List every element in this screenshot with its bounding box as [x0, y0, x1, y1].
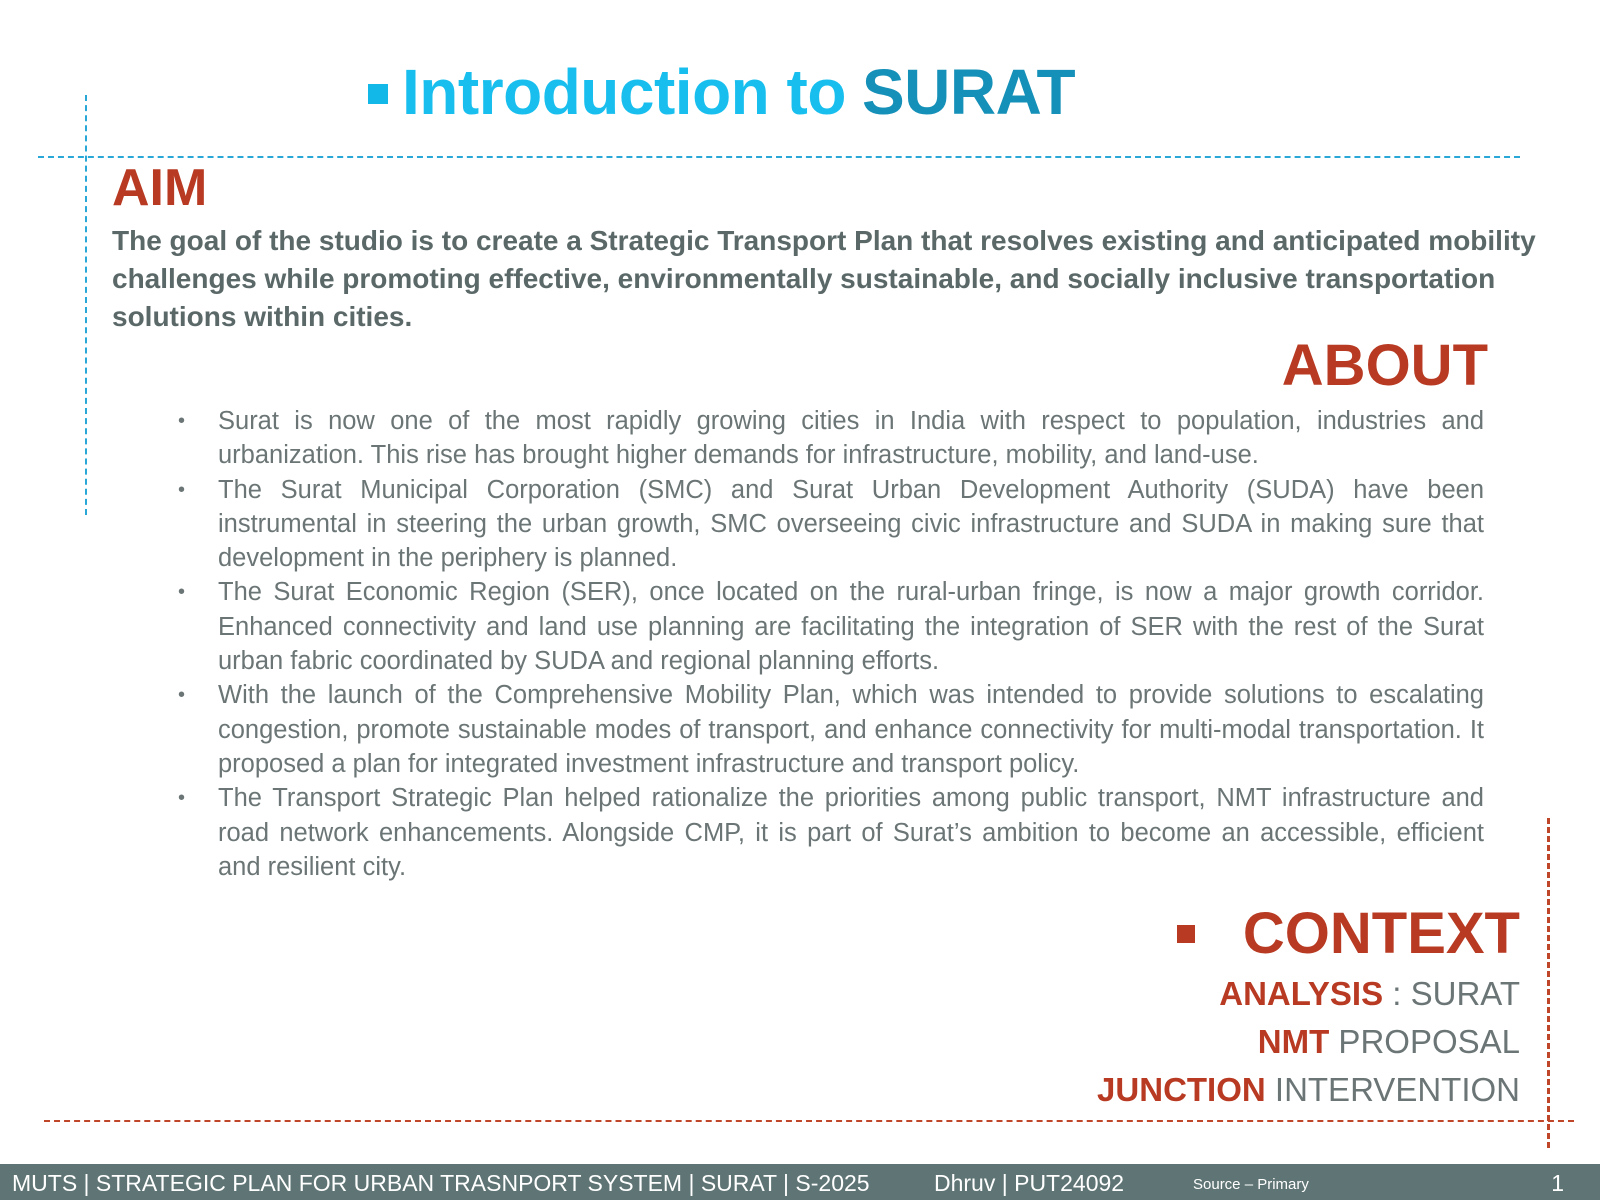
context-line-rest: PROPOSAL — [1329, 1023, 1520, 1060]
bullet-icon: • — [178, 581, 186, 604]
footer-source: Source – Primary — [1193, 1176, 1309, 1193]
bullet-icon: • — [178, 684, 186, 707]
list-item-text: Surat is now one of the most rapidly growing cities in India with respect to population, industries and urbanization. This rise has brought higher demands for infrastructure, mobility, and land-use. — [218, 407, 1484, 470]
footer-author: Dhruv | PUT24092 — [934, 1170, 1125, 1196]
context-line-junction — [1097, 1071, 1520, 1109]
list-item — [178, 781, 1484, 884]
bullet-icon: • — [178, 787, 186, 810]
page-number: 1 — [1551, 1170, 1564, 1196]
context-line-keyword: ANALYSIS — [1219, 975, 1384, 1012]
list-item — [178, 575, 1484, 678]
blue-dashed-vertical-guide — [85, 95, 87, 515]
list-item — [178, 404, 1484, 473]
about-heading: ABOUT — [1281, 333, 1488, 398]
context-line-keyword: NMT — [1257, 1023, 1330, 1060]
page-title-city: SURAT — [861, 56, 1076, 128]
context-line-rest: : SURAT — [1383, 975, 1520, 1012]
context-line-keyword: JUNCTION — [1097, 1071, 1266, 1108]
footer-course-title: MUTS | STRATEGIC PLAN FOR URBAN TRASNPORT SYSTEM | SURAT | S-2025 — [12, 1170, 870, 1196]
list-item-text: The Surat Economic Region (SER), once located on the rural-urban fringe, is now a major growth corridor. Enhanced connectivity and land use planning are facilitating the integration of SER with the rest of the Surat urban fabric coordinated by SUDA and regional planning efforts. — [218, 578, 1484, 676]
square-bullet-icon — [368, 84, 388, 104]
list-item — [178, 678, 1484, 781]
square-bullet-icon — [1177, 925, 1195, 943]
list-item-text: The Surat Municipal Corporation (SMC) and Surat Urban Development Authority (SUDA) have been instrumental in steering the urban growth, SMC overseeing civic infrastructure and SUDA in making sure that development in the periphery is planned. — [218, 475, 1484, 573]
footer-bar — [0, 1164, 1600, 1200]
page-title — [368, 55, 1075, 129]
red-dashed-vertical-guide — [1547, 818, 1550, 1148]
context-line-rest: INTERVENTION — [1265, 1071, 1520, 1108]
context-line-nmt — [1258, 1023, 1520, 1061]
page-title-prefix: Introduction to — [402, 56, 846, 128]
blue-dashed-divider — [38, 156, 1520, 158]
about-list — [178, 404, 1484, 884]
list-item-text: With the launch of the Comprehensive Mobility Plan, which was intended to provide solutions to escalating congestion, promote sustainable modes of transport, and enhance connectivity for multi-modal transportation. It proposed a plan for integrated investment infrastructure and transport policy. — [218, 681, 1484, 778]
bullet-icon: • — [178, 410, 186, 432]
list-item-text: The Transport Strategic Plan helped rationalize the priorities among public transport, NMT infrastructure and road network enhancements. Alongside CMP, it is part of Surat’s ambition to become an accessible, efficient and resilient city. — [218, 784, 1484, 881]
red-dashed-divider — [44, 1120, 1574, 1122]
context-line-analysis — [1219, 975, 1520, 1013]
context-heading — [1177, 900, 1520, 967]
aim-text: The goal of the studio is to create a Strategic Transport Plan that resolves existing and anticipated mobility challenges while promoting effective, environmentally sustainable, and socially inclusive transportation solutions within cities. — [112, 225, 1536, 332]
bullet-icon: • — [178, 478, 186, 501]
aim-heading: AIM — [112, 159, 208, 217]
context-heading-label: CONTEXT — [1242, 901, 1520, 966]
list-item — [178, 473, 1484, 576]
